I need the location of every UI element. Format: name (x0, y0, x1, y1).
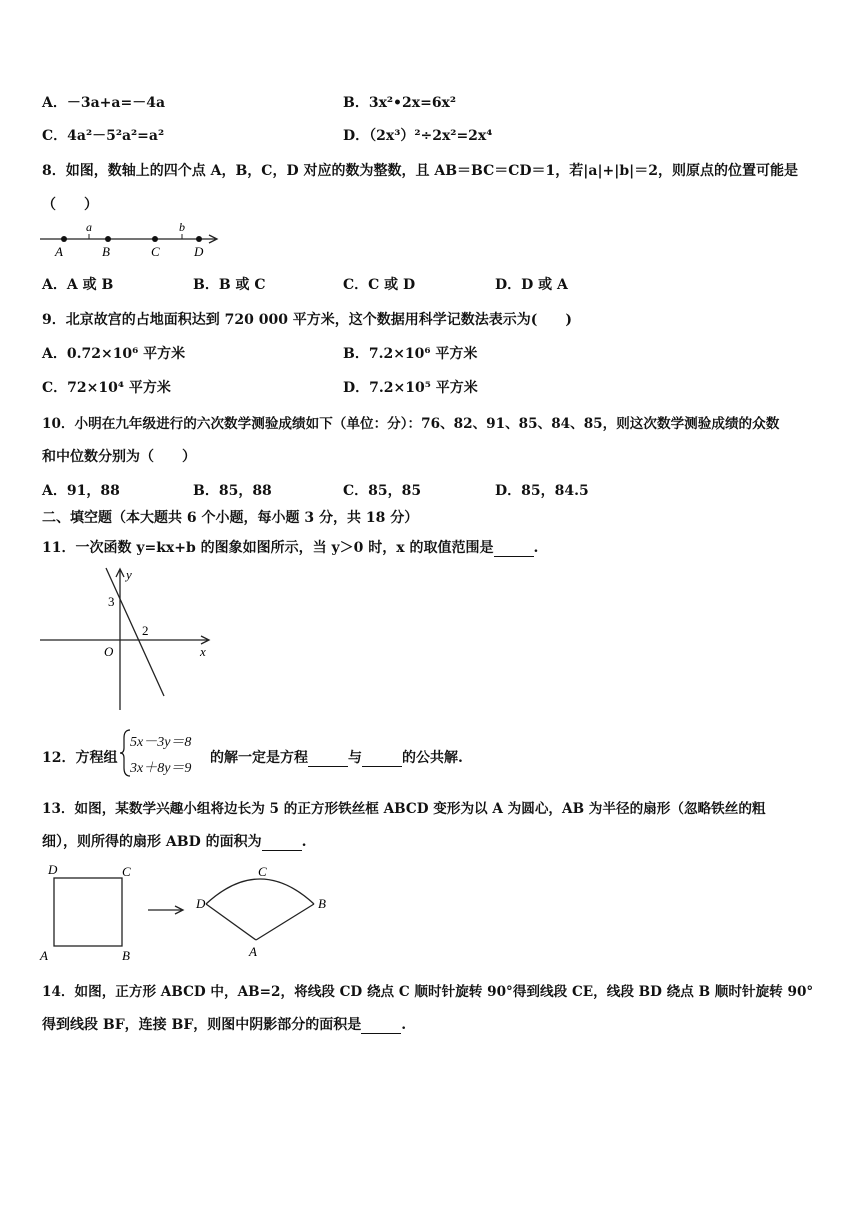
q10-stem-line1: 10．小明在九年级进行的六次数学测验成绩如下（单位：分）：76、82、91、85、84、85，则这次数学测验成绩的众数 (42, 416, 780, 432)
square-label-D: D (48, 862, 58, 877)
q8-paren: （ ） (42, 197, 98, 213)
number-line-figure (36, 216, 226, 264)
label-C: C (151, 244, 160, 259)
point-b (105, 236, 111, 242)
square-label-C: C (122, 864, 131, 879)
q13-stem-end: . (301, 834, 307, 850)
point-c (152, 236, 158, 242)
q9-option-d: D．7.2×10⁵ 平方米 (343, 380, 478, 396)
q7-option-a: A．－3a+a=－4a (42, 95, 166, 111)
q10-option-c: C．85，85 (343, 483, 422, 499)
origin-label: O (104, 644, 114, 659)
q12-num: 12．方程组 (42, 750, 118, 766)
q14-stem-line2 (42, 1014, 406, 1034)
q13-stem-line1: 13．如图，某数学兴趣小组将边长为 5 的正方形铁丝框 ABCD 变形为以 A 为圆心，AB 为半径的扇形（忽略铁丝的粗 (42, 801, 766, 817)
label-B: B (102, 244, 110, 259)
q8-stem: 8．如图，数轴上的四个点 A，B，C，D 对应的数为整数，且 AB＝BC＝CD＝1，若|a|+|b|＝2，则原点的位置可能是 (42, 163, 798, 179)
label-D: D (194, 244, 204, 259)
q13-stem-line2 (42, 831, 306, 851)
sector-arc (206, 879, 314, 904)
sector-label-C: C (258, 864, 267, 879)
square-label-B: B (122, 948, 130, 963)
q12-blank-1 (308, 750, 348, 767)
q13-answer-blank (262, 834, 302, 851)
q11-answer-blank (494, 540, 534, 557)
label-A: A (55, 244, 63, 259)
q9-option-b: B．7.2×10⁶ 平方米 (343, 346, 478, 362)
q11-stem (42, 537, 538, 557)
q9-stem: 9．北京故宫的占地面积达到 720 000 平方米，这个数据用科学记数法表示为( ) (42, 312, 573, 328)
q11-stem-end: . (533, 540, 539, 556)
square-label-A: A (40, 948, 48, 963)
x-intercept-label: 2 (142, 623, 149, 638)
q14-stem-line1: 14．如图，正方形 ABCD 中，AB=2，将线段 CD 绕点 C 顺时针旋转 90°得到线段 CE，线段 BD 绕点 B 顺时针旋转 90° (42, 984, 814, 1000)
q7-option-d: D．（2x³）²÷2x²=2x⁴ (343, 128, 493, 144)
q12-end: 的公共解. (402, 750, 463, 766)
sector-label-D: D (196, 896, 206, 911)
q12-mid2: 与 (348, 750, 362, 766)
section-heading-fill-in: 二、填空题（本大题共 6 个小题，每小题 3 分，共 18 分） (42, 510, 419, 526)
q8-option-a: A．A 或 B (42, 277, 114, 293)
sector-label-A: A (249, 944, 257, 959)
function-line (106, 568, 164, 696)
q7-option-c: C．4a²－5²a²=a² (42, 128, 165, 144)
y-axis-label: y (126, 567, 132, 582)
q7-option-b: B．3x²•2x=6x² (343, 95, 457, 111)
q8-option-b: B．B 或 C (193, 277, 266, 293)
q13-stem-text: 细），则所得的扇形 ABD 的面积为 (42, 834, 262, 850)
label-b-small: b (179, 220, 185, 234)
sector-label-B: B (318, 896, 326, 911)
q12-tail (210, 747, 463, 767)
q9-option-c: C．72×10⁴ 平方米 (42, 380, 171, 396)
square-to-sector-figure (36, 860, 346, 968)
y-intercept-label: 3 (108, 594, 115, 609)
q8-option-d: D．D 或 A (495, 277, 568, 293)
point-a (61, 236, 67, 242)
label-a-small: a (86, 220, 92, 234)
q10-option-a: A．91，88 (42, 483, 120, 499)
point-d (196, 236, 202, 242)
q8-option-c: C．C 或 D (343, 277, 416, 293)
q14-stem-end: . (401, 1017, 407, 1033)
q10-option-b: B．85，88 (193, 483, 272, 499)
linear-function-graph (36, 564, 226, 714)
q9-option-a: A．0.72×10⁶ 平方米 (42, 346, 186, 362)
q14-answer-blank (361, 1017, 401, 1034)
q12-mid1: 的解一定是方程 (210, 750, 308, 766)
q11-stem-text: 11．一次函数 y=kx+b 的图象如图所示，当 y＞0 时，x 的取值范围是 (42, 540, 494, 556)
square-abcd (54, 878, 122, 946)
q12-blank-2 (362, 750, 402, 767)
q10-option-d: D．85，84.5 (495, 483, 589, 499)
q14-stem-text: 得到线段 BF，连接 BF，则图中阴影部分的面积是 (42, 1017, 362, 1033)
x-axis-label: x (200, 644, 206, 659)
q12-equation-2: 3x＋8y＝9 (130, 761, 192, 776)
q10-stem-line2: 和中位数分别为（ ） (42, 449, 196, 465)
q12-equation-1: 5x－3y＝8 (130, 735, 192, 750)
